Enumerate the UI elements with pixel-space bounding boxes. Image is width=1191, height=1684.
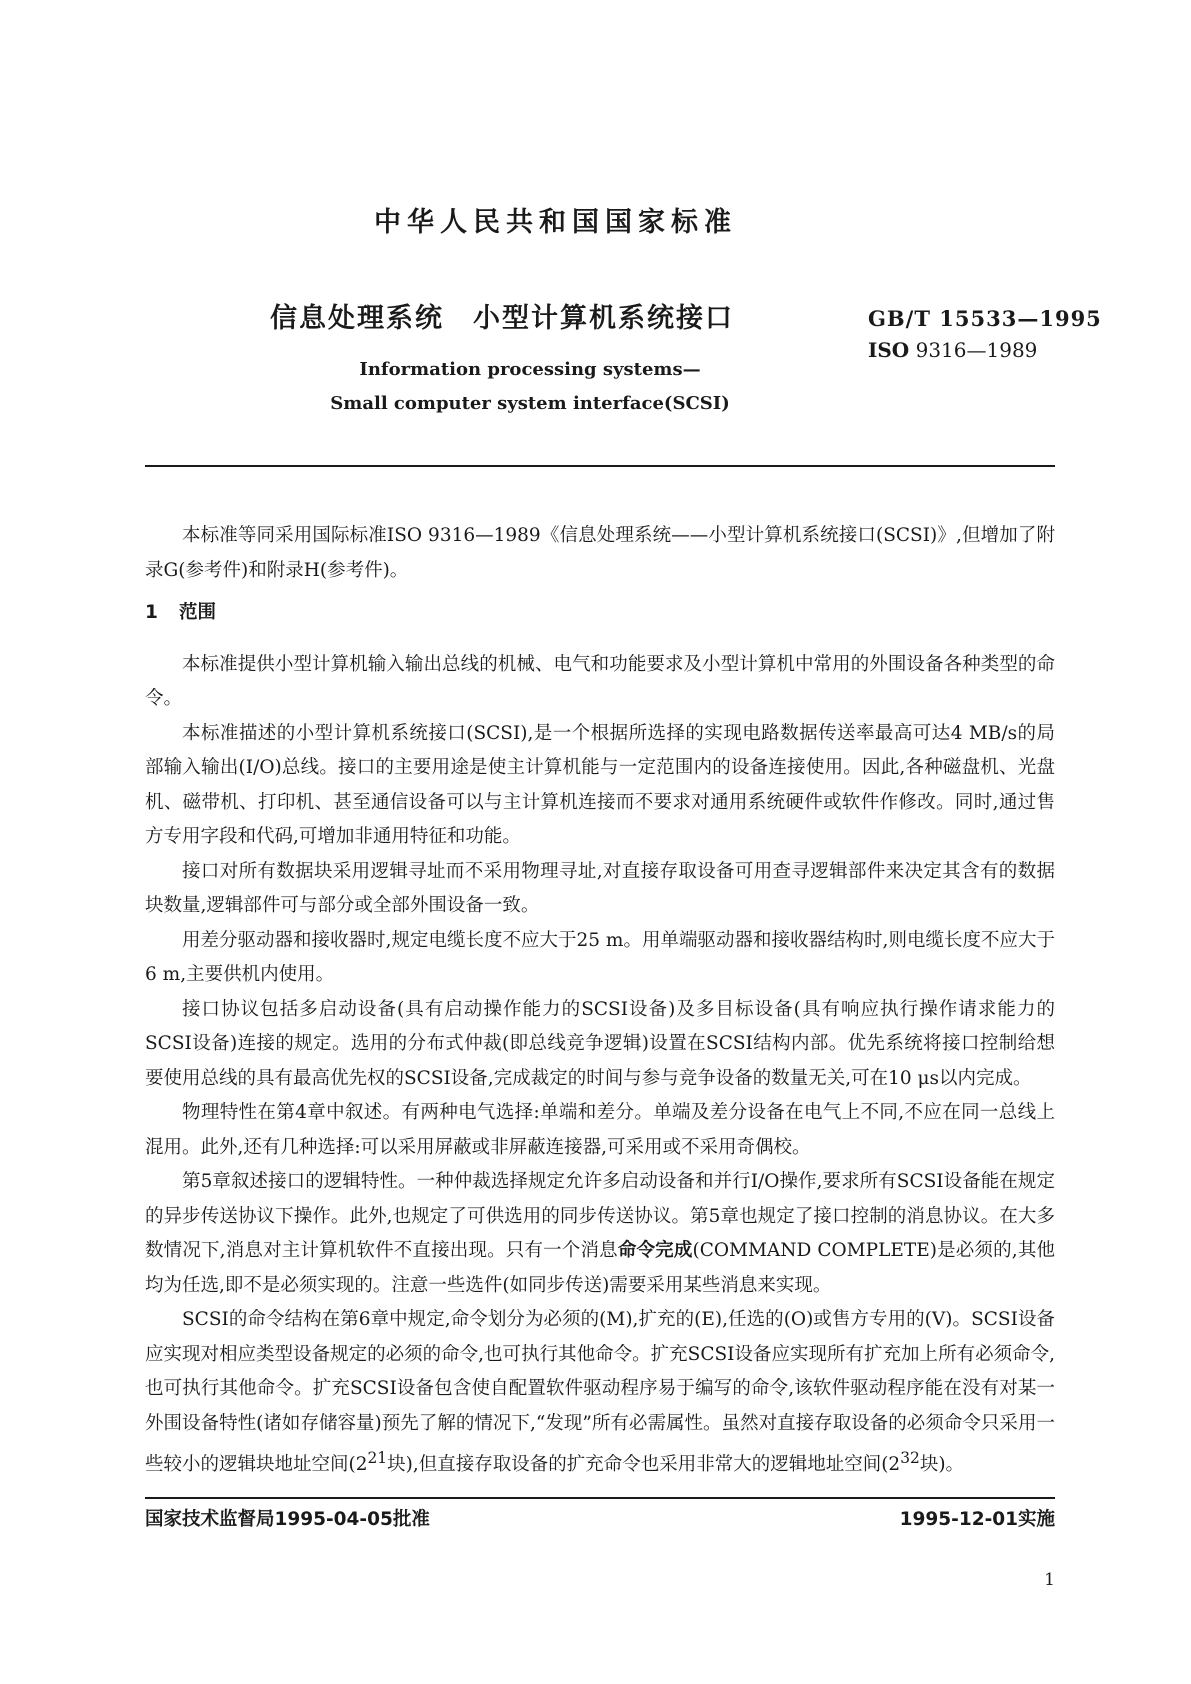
paragraph-1: 本标准提供小型计算机输入输出总线的机械、电气和功能要求及小型计算机中常用的外围设备各种类型的命令。 — [145, 653, 1055, 709]
section-heading — [145, 596, 1055, 631]
standard-number: GB/T 15533—1995 — [868, 306, 1102, 331]
footer-divider — [145, 1497, 1055, 1499]
exponent-21: 21 — [367, 1449, 388, 1467]
standard-title-english-line1: Information processing systems— — [359, 359, 701, 380]
iso-reference — [868, 338, 1037, 362]
body-text — [145, 519, 1055, 1483]
iso-prefix: ISO — [868, 338, 910, 362]
standard-title-english-line2: Small computer system interface(SCSI) — [330, 393, 730, 414]
paragraph-6: 物理特性在第4章中叙述。有两种电气选择:单端和差分。单端及差分设备在电气上不同,不应在同一总线上混用。此外,还有几种选择:可以采用屏蔽或非屏蔽连接器,可采用或不采用奇偶校。 — [145, 1102, 1055, 1158]
paragraph-3: 接口对所有数据块采用逻辑寻址而不采用物理寻址,对直接存取设备可用查寻逻辑部件来决定其含有的数据块数量,逻辑部件可与部分或全部外围设备一致。 — [145, 860, 1055, 916]
header-divider — [145, 465, 1055, 467]
approval-line: 国家技术监督局1995-04-05批准 — [145, 1509, 430, 1530]
paragraph-8-part-b: 块),但直接存取设备的扩充命令也采用非常大的逻辑地址空间(2 — [387, 1454, 901, 1476]
paragraph-8 — [145, 1303, 1055, 1483]
paragraph-7 — [145, 1165, 1055, 1303]
paragraph-8-part-a: SCSI的命令结构在第6章中规定,命令划分为必须的(M),扩充的(E),任选的(O)或售方专用的(V)。SCSI设备应实现对相应类型设备规定的必须的命令,也可执行其他命令。扩充SCSI设备应实现所有扩充加上所有必须命令,也可执行其他命令。扩充SCSI设备包含使自配置软件驱动程序易于编写的命令,该软件驱动程序能在没有对某一外围设备特性(诸如存储容量)预先了解的情况下,“发现”所有必需属性。虽然对直接存取设备的必须命令只采用一些较小的逻辑块地址空间(2 — [145, 1309, 1055, 1476]
paragraph-4: 用差分驱动器和接收器时,规定电缆长度不应大于25 m。用单端驱动器和接收器结构时,则电缆长度不应大于6 m,主要供机内使用。 — [145, 929, 1055, 985]
paragraph-5: 接口协议包括多启动设备(具有启动操作能力的SCSI设备)及多目标设备(具有响应执行操作请求能力的SCSI设备)连接的规定。选用的分布式仲裁(即总线竞争逻辑)设置在SCSI结构内部。优先系统将接口控制给想要使用总线的具有最高优先权的SCSI设备,完成裁定的时间与参与竞争设备的数量无关,可在10 μs以内完成。 — [145, 998, 1055, 1089]
section-number: 1 — [145, 602, 158, 623]
national-standard-title: 中华人民共和国国家标准 — [374, 207, 737, 238]
page-number: 1 — [1044, 1570, 1055, 1590]
standard-title-chinese: 信息处理系统 小型计算机系统接口 — [270, 303, 734, 334]
paragraph-8-part-c: 块)。 — [919, 1454, 965, 1476]
paragraph-7-part-b: (COMMAND COMPLETE)是必须的,其他均为任选,即不是必须实现的。注意一些选件(如同步传送)需要采用某些消息来实现。 — [145, 1240, 1055, 1296]
section-title: 范围 — [179, 602, 217, 623]
paragraph-2: 本标准描述的小型计算机系统接口(SCSI),是一个根据所选择的实现电路数据传送率最高可达4 MB/s的局部输入输出(I/O)总线。接口的主要用途是使主计算机能与一定范围内的设备连接使用。因此,各种磁盘机、光盘机、磁带机、打印机、甚至通信设备可以与主计算机连接而不要求对通用系统硬件或软件作修改。同时,通过售方专用字段和代码,可增加非通用特征和功能。 — [145, 722, 1055, 847]
intro-paragraph: 本标准等同采用国际标准ISO 9316—1989《信息处理系统——小型计算机系统接口(SCSI)》,但增加了附录G(参考件)和附录H(参考件)。 — [145, 525, 1055, 581]
exponent-32: 32 — [900, 1449, 920, 1467]
effective-date: 1995-12-01实施 — [899, 1509, 1055, 1530]
iso-number-text: 9316—1989 — [909, 338, 1038, 362]
command-complete-term: 命令完成 — [617, 1240, 693, 1261]
paragraph-7-part-a: 第5章叙述接口的逻辑特性。一种仲裁选择规定允许多启动设备和并行I/O操作,要求所有SCSI设备能在规定的异步传送协议下操作。此外,也规定了可供选用的同步传送协议。第5章也规定了接口控制的消息协议。在大多数情况下,消息对主计算机软件不直接出现。只有一个消息 — [145, 1171, 1055, 1261]
